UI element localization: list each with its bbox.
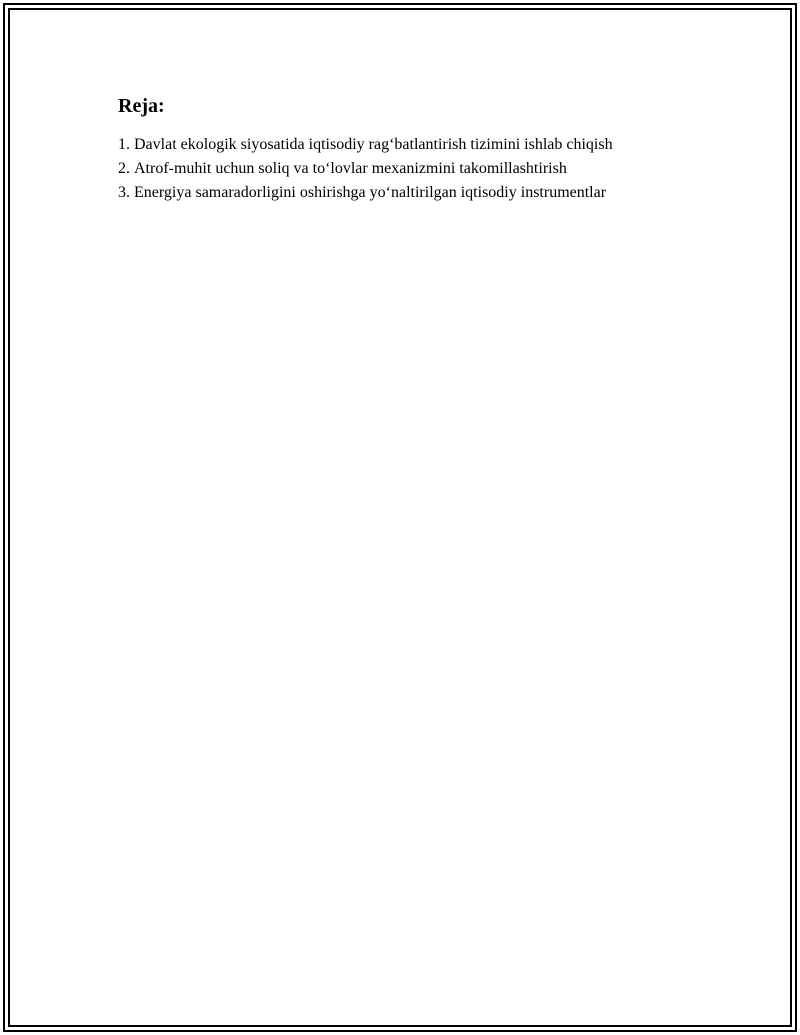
- list-item: [118, 133, 638, 157]
- list-item-number: 3.: [118, 184, 130, 201]
- list-item: [118, 157, 688, 181]
- page-title: Reja:: [118, 95, 165, 117]
- list-item: [118, 181, 688, 205]
- list-item-text: Davlat ekologik siyosatida iqtisodiy rag‘batlantirish tizimini ishlab chiqish: [134, 136, 613, 153]
- list-item-text: Atrof-muhit uchun soliq va to‘lovlar mexanizmini takomillashtirish: [134, 160, 567, 177]
- document-body: [118, 93, 688, 205]
- list-item-number: 2.: [118, 160, 130, 177]
- list-item-text: Energiya samaradorligini oshirishga yo‘naltirilgan iqtisodiy instrumentlar: [134, 184, 607, 201]
- plan-list: [118, 133, 688, 205]
- list-item-number: 1.: [118, 136, 130, 153]
